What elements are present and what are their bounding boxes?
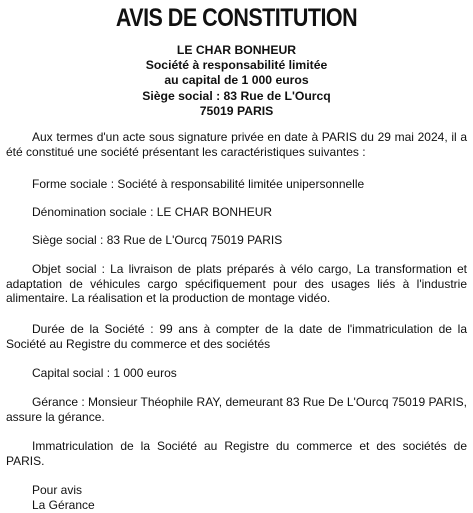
intro-paragraph: Aux termes d'un acte sous signature privée en date à PARIS du 29 mai 2024, il a été constitué une société présentant les caractéristiques suivantes : xyxy=(6,130,467,159)
siege-social: Siège social : 83 Rue de L'Ourcq 75019 PARIS xyxy=(32,233,283,247)
company-capital: au capital de 1 000 euros xyxy=(164,73,309,88)
company-form: Société à responsabilité limitée xyxy=(145,58,328,73)
capital-social: Capital social : 1 000 euros xyxy=(32,366,177,380)
company-seat: Siège social : 83 Rue de L'Ourcq xyxy=(142,88,331,103)
forme-sociale: Forme sociale : Société à responsabilité limitée unipersonnelle xyxy=(32,177,365,191)
denomination-sociale: Dénomination sociale : LE CHAR BONHEUR xyxy=(32,205,273,219)
immatriculation: Immatriculation de la Société au Registre du commerce et des sociétés de PARIS. xyxy=(6,439,467,468)
gerance: Gérance : Monsieur Théophile RAY, demeurant 83 Rue De L'Ourcq 75019 PARIS, assure la gérance. xyxy=(6,395,467,424)
objet-social: Objet social : La livraison de plats préparés à vélo cargo, La transformation et adaptation de véhicules cargo spécifiquement pour des usages liés à l'industrie alimentaire. La réalisation et la production de montage vidéo. xyxy=(6,262,467,306)
signoff xyxy=(32,483,95,512)
signoff-gerance: La Gérance xyxy=(32,497,95,512)
company-city: 75019 PARIS xyxy=(199,103,274,118)
company-name: LE CHAR BONHEUR xyxy=(176,43,297,57)
notice-title: AVIS DE CONSTITUTION xyxy=(115,4,358,32)
signoff-pour-avis: Pour avis xyxy=(32,483,83,497)
company-header xyxy=(0,43,473,119)
duree-societe: Durée de la Société : 99 ans à compter de la date de l'immatriculation de la Société au Registre du commerce et des sociétés xyxy=(6,322,467,351)
